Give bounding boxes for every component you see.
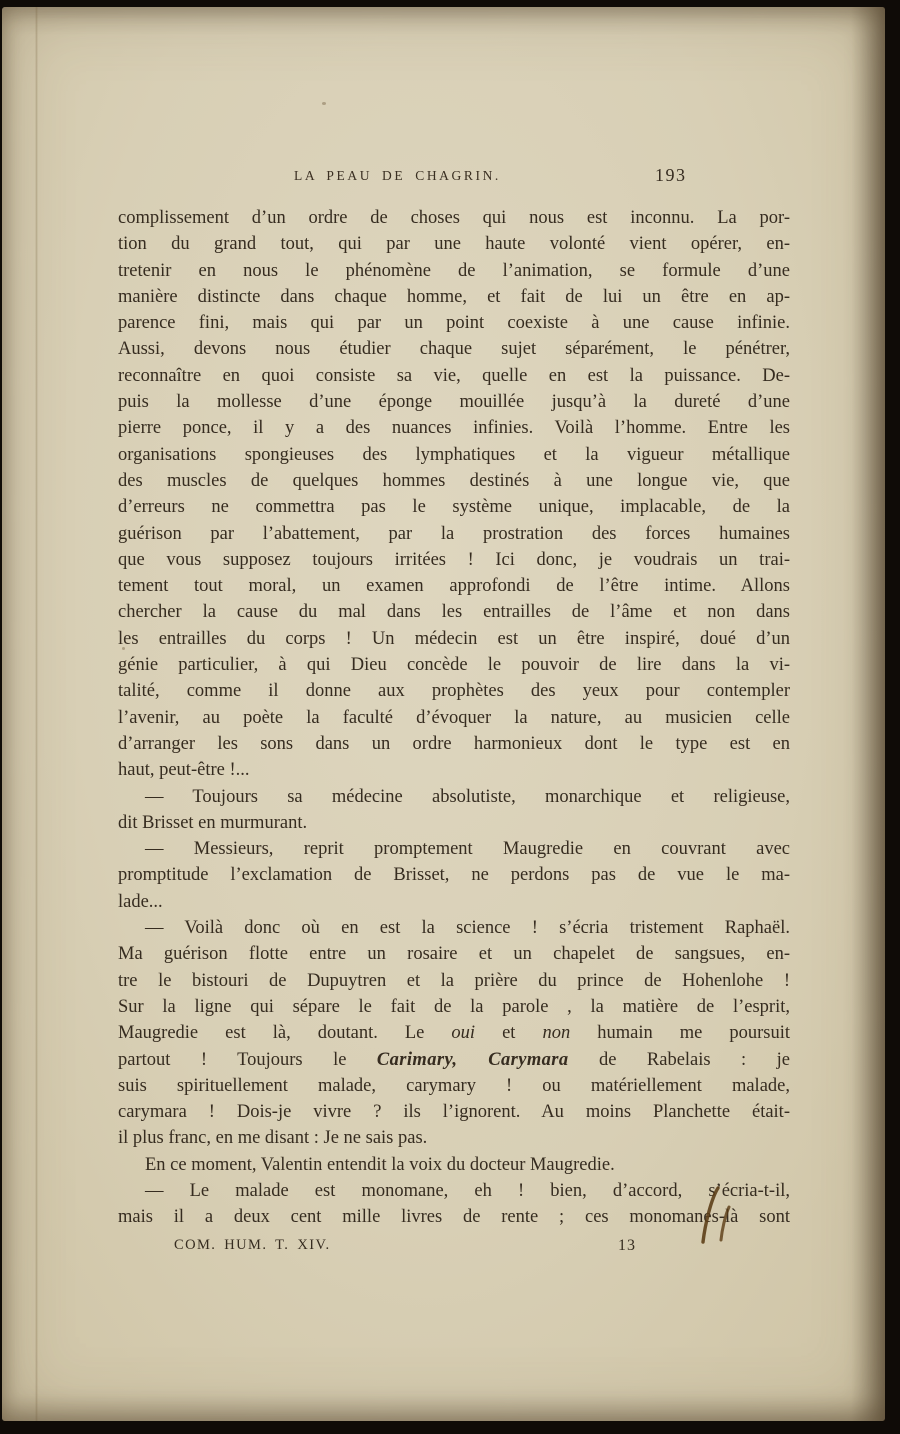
text-segment: les entrailles du corps ! Un médecin est un être inspiré, doué d’un (118, 628, 790, 649)
text-line (118, 258, 790, 284)
text-line (118, 1073, 790, 1099)
text-segment: tement tout moral, un examen approfondi de l’être intime. Allons (118, 576, 790, 597)
text-segment: de Rabelais : je (568, 1049, 790, 1070)
text-line (118, 389, 790, 415)
text-line (118, 836, 790, 862)
text-line (118, 521, 790, 547)
text-line (118, 336, 790, 362)
text-segment: Sur la ligne qui sépare le fait de la parole , la matière de l’esprit, (118, 996, 790, 1017)
text-line (118, 1152, 790, 1178)
text-line (118, 652, 790, 678)
footer-signature-mark: COM. HUM. T. XIV. (174, 1236, 331, 1253)
text-line (118, 705, 790, 731)
text-line (118, 968, 790, 994)
text-segment: — Messieurs, reprit promptement Maugredie en couvrant avec (145, 839, 790, 860)
text-segment: organisations spongieuses des lymphatiques et la vigueur métallique (118, 444, 790, 465)
text-segment: génie particulier, à qui Dieu concède le pouvoir de lire dans la vi- (118, 655, 790, 676)
text-line (118, 205, 790, 231)
text-line (118, 1020, 790, 1046)
text-line (118, 1047, 790, 1073)
text-line (118, 363, 790, 389)
text-segment: tretenir en nous le phénomène de l’animation, se formule d’une (118, 260, 790, 281)
text-segment: haut, peut-être !... (118, 760, 250, 781)
book-page (2, 7, 885, 1421)
text-segment: des muscles de quelques hommes destinés à une longue vie, que (118, 470, 790, 491)
text-line (118, 310, 790, 336)
text-line (118, 862, 790, 888)
text-line (118, 731, 790, 757)
text-line (118, 1178, 790, 1204)
text-segment: lade... (118, 891, 163, 912)
text-segment: carymara ! Dois-je vivre ? ils l’ignorent. Au moins Planchette était- (118, 1102, 790, 1123)
text-segment: Maugredie est là, doutant. Le (118, 1023, 452, 1044)
text-segment: promptitude l’exclamation de Brisset, ne perdons pas de vue le ma- (118, 865, 790, 886)
handwritten-ink-mark (694, 1185, 740, 1245)
text-line (118, 915, 790, 941)
text-line (118, 678, 790, 704)
page-edge-shadow (851, 7, 885, 1421)
text-line (118, 573, 790, 599)
text-block (118, 165, 790, 1261)
text-segment: humain me poursuit (570, 1023, 791, 1044)
text-segment-italic: non (542, 1023, 571, 1044)
text-segment: tre le bistouri de Dupuytren et la prière du prince de Hohenlohe ! (118, 970, 790, 991)
text-line (118, 284, 790, 310)
text-segment: et (475, 1023, 543, 1044)
page-body (118, 205, 790, 1231)
text-line (118, 889, 790, 915)
text-line (118, 442, 790, 468)
text-line (118, 494, 790, 520)
footer-gathering-number: 13 (618, 1236, 636, 1254)
page-header (118, 165, 790, 205)
running-title: LA PEAU DE CHAGRIN. (294, 168, 501, 183)
text-segment: complissement d’un ordre de choses qui nous est inconnu. La por- (118, 208, 790, 228)
text-segment: En ce moment, Valentin entendit la voix du docteur Maugredie. (145, 1154, 615, 1175)
text-line (118, 1125, 790, 1151)
text-line (118, 415, 790, 441)
text-line (118, 626, 790, 652)
text-segment-bold-italic: Carimary, Carymara (376, 1049, 569, 1070)
text-segment: d’erreurs ne commettra pas le système unique, implacable, de la (118, 497, 790, 518)
text-segment: manière distincte dans chaque homme, et fait de lui un être en ap- (118, 286, 790, 307)
text-line (118, 468, 790, 494)
text-segment: mais il a deux cent mille livres de rente ; ces monomanes-là sont (118, 1207, 790, 1228)
page-footer (118, 1235, 790, 1261)
text-segment: — Toujours sa médecine absolutiste, monarchique et religieuse, (145, 786, 790, 807)
text-segment: Aussi, devons nous étudier chaque sujet séparément, le pénétrer, (118, 339, 790, 360)
text-segment: dit Brisset en murmurant. (118, 812, 308, 833)
text-segment: d’arranger les sons dans un ordre harmonieux dont le type est en (118, 733, 790, 754)
text-segment: pierre ponce, il y a des nuances infinies. Voilà l’homme. Entre les (118, 418, 790, 439)
text-line (118, 810, 790, 836)
text-segment: — Le malade est monomane, eh ! bien, d’accord, s’écria-t-il, (145, 1180, 790, 1201)
text-line (118, 1099, 790, 1125)
text-segment: chercher la cause du mal dans les entrailles de l’âme et non dans (118, 602, 790, 623)
text-segment: que vous supposez toujours irritées ! Ici donc, je voudrais un trai- (118, 549, 790, 570)
text-segment: reconnaître en quoi consiste sa vie, quelle en est la puissance. De- (118, 365, 790, 386)
text-segment: il plus franc, en me disant : Je ne sais pas. (118, 1128, 428, 1149)
text-segment: — Voilà donc où en est la science ! s’écria tristement Raphaël. (145, 918, 790, 939)
text-line (118, 547, 790, 573)
text-line (118, 784, 790, 810)
text-segment: partout ! Toujours le (118, 1049, 377, 1070)
page-number: 193 (655, 165, 687, 185)
text-segment: tion du grand tout, qui par une haute volonté vient opérer, en- (118, 234, 790, 255)
text-segment: l’avenir, au poète la faculté d’évoquer la nature, au musicien celle (118, 707, 790, 728)
text-segment: parence fini, mais qui par un point coexiste à une cause infinie. (118, 313, 790, 334)
page-crease (35, 7, 38, 1421)
text-segment: guérison par l’abattement, par la prostration des forces humaines (118, 523, 790, 544)
text-line (118, 1204, 790, 1230)
text-line (118, 994, 790, 1020)
text-line (118, 231, 790, 257)
paper-speck (322, 102, 326, 105)
text-segment-italic: oui (451, 1023, 476, 1044)
text-segment: talité, comme il donne aux prophètes des yeux pour contempler (118, 681, 790, 702)
text-line (118, 941, 790, 967)
text-segment: Ma guérison flotte entre un rosaire et un chapelet de sangsues, en- (118, 944, 790, 965)
text-line (118, 599, 790, 625)
text-segment: suis spirituellement malade, carymary ! ou matériellement malade, (118, 1075, 790, 1096)
text-line (118, 757, 790, 783)
text-segment: puis la mollesse d’une éponge mouillée jusqu’à la dureté d’une (118, 392, 790, 413)
